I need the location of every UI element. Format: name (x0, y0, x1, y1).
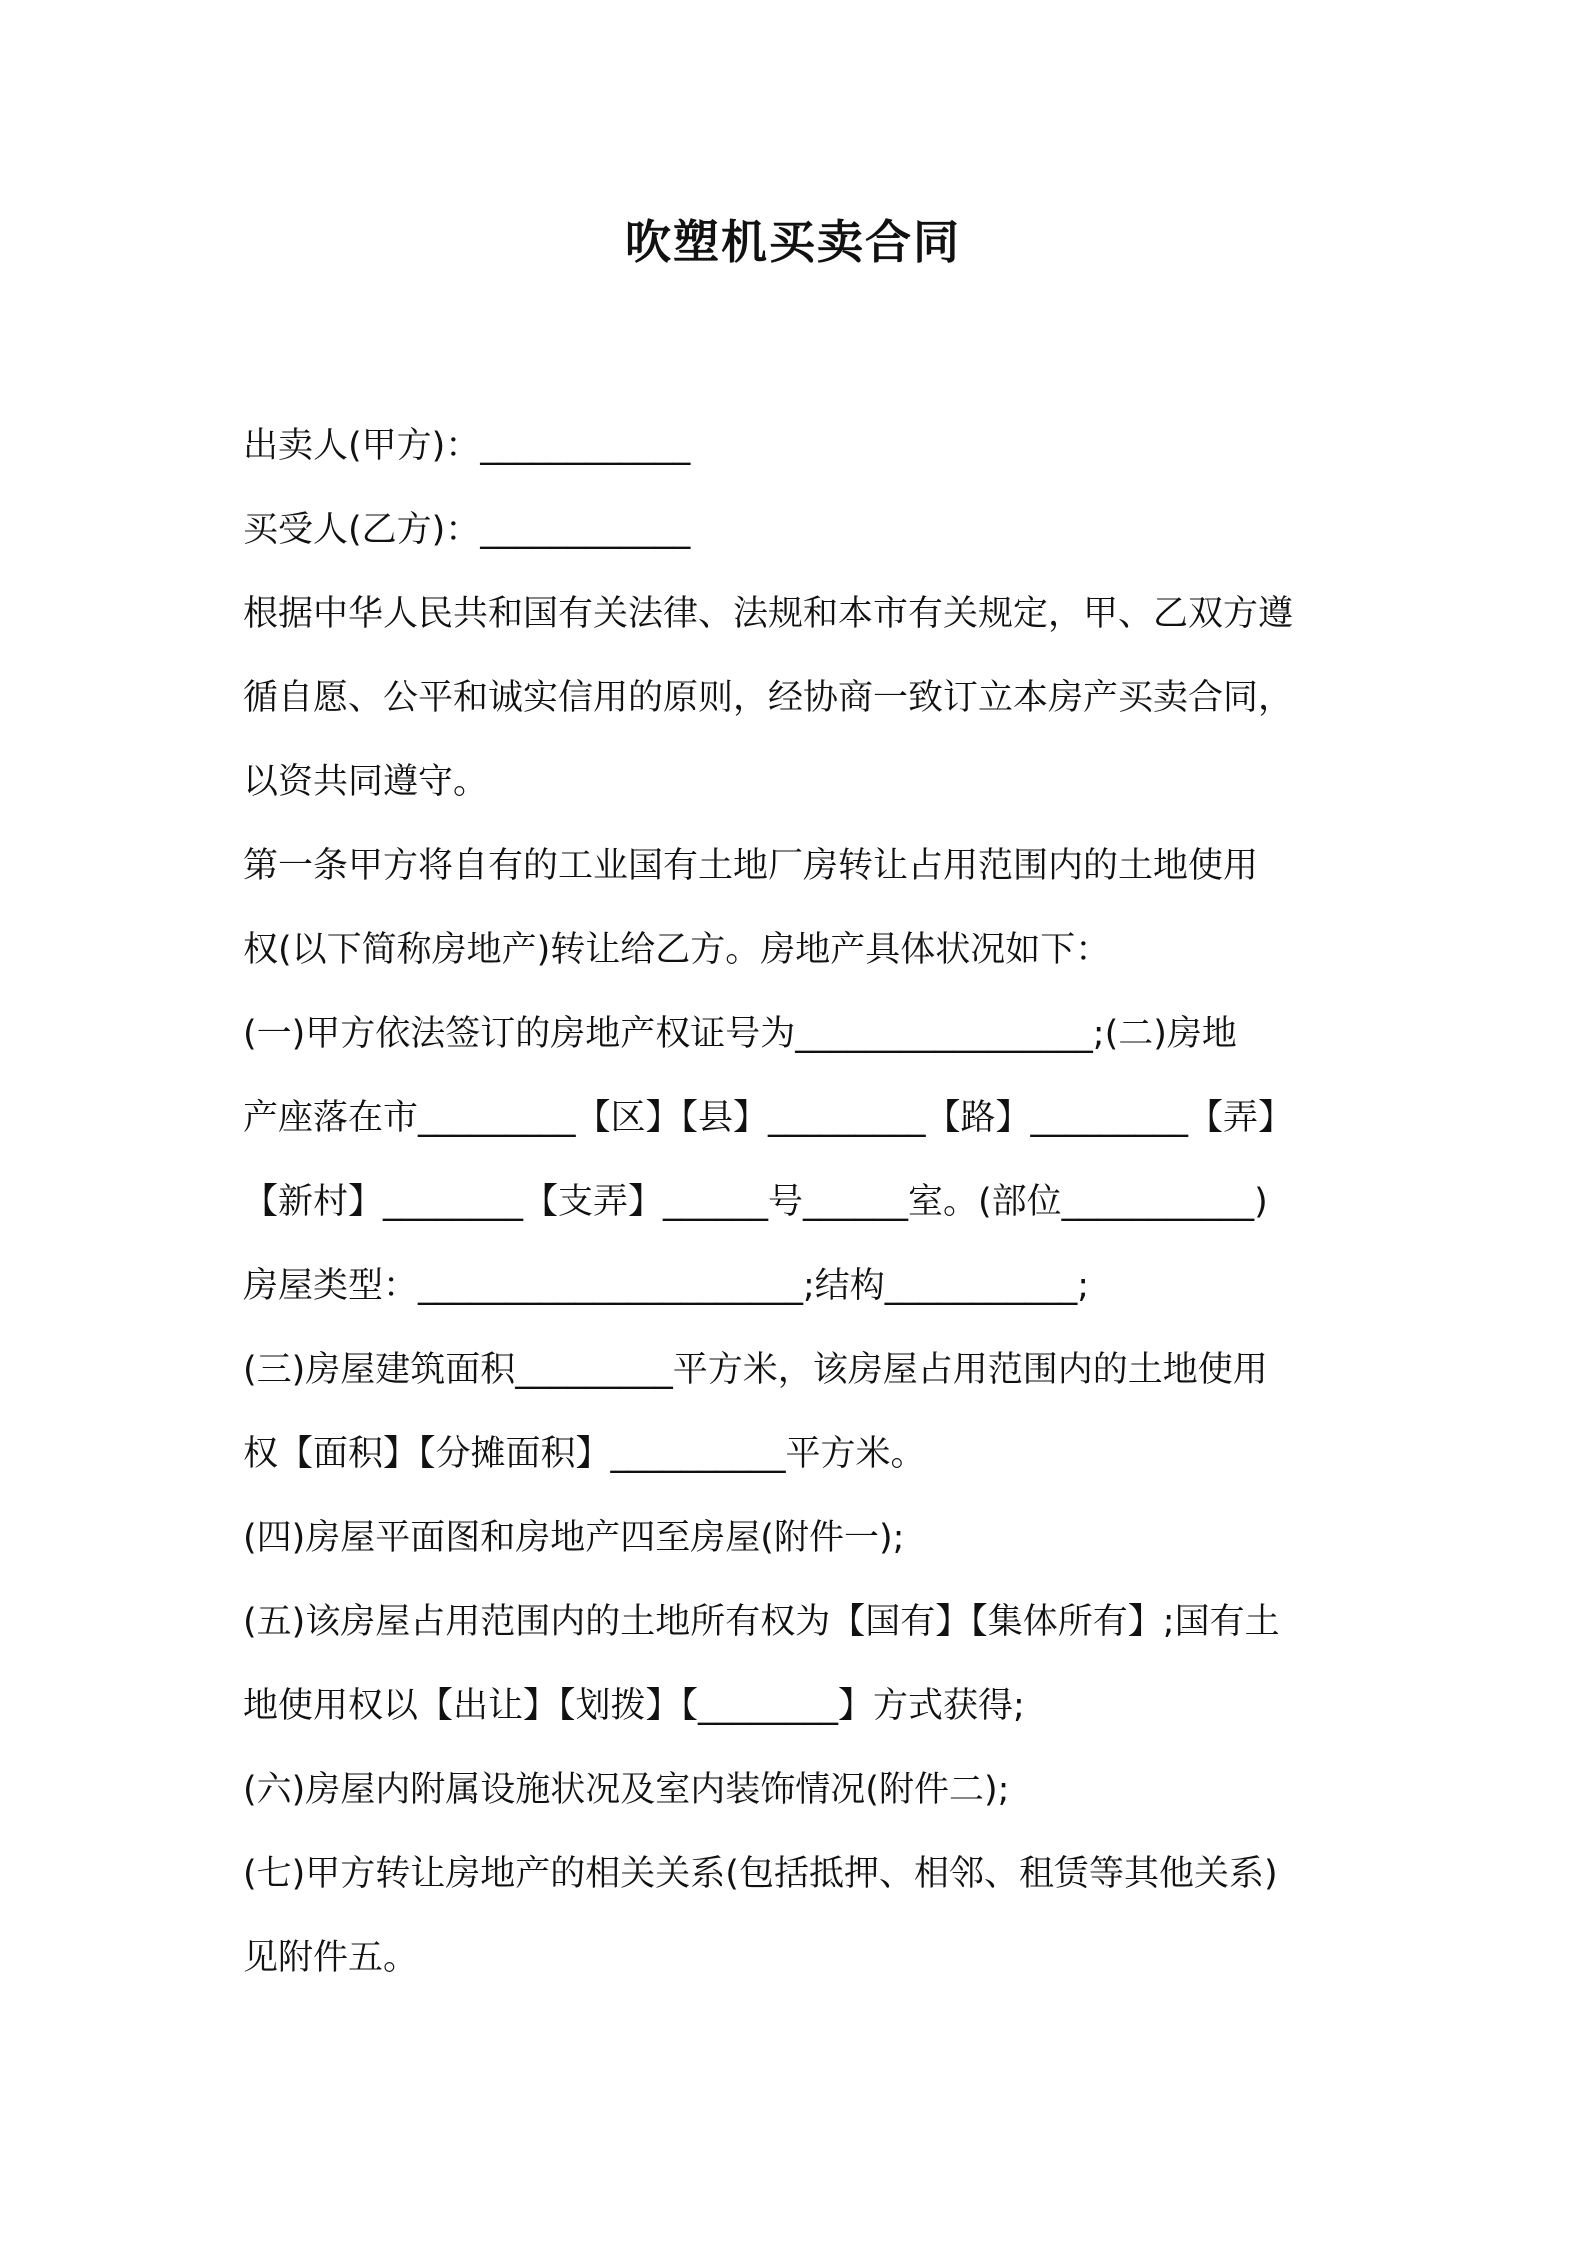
clause-line-11: (七)甲方转让房地产的相关关系(包括抵押、相邻、租赁等其他关系) (243, 1854, 1278, 1894)
article-one-line-1: 第一条甲方将自有的工业国有土地厂房转让占用范围内的土地使用 (243, 846, 1259, 886)
clause-line-7: (四)房屋平面图和房地产四至房屋(附件一); (243, 1518, 905, 1558)
document-body (243, 404, 1363, 2000)
clause-line-3: 【新村】________【支弄】______号______室。(部位___________) (243, 1182, 1268, 1222)
clause-line-8: (五)该房屋占用范围内的土地所有权为【国有】【集体所有】;国有土 (243, 1602, 1280, 1642)
article-one-line-2: 权(以下简称房地产)转让给乙方。房地产具体状况如下： (243, 930, 1111, 970)
clause-line-6: 权【面积】【分摊面积】__________平方米。 (243, 1434, 926, 1474)
preamble-line-2: 循自愿、公平和诚实信用的原则，经协商一致订立本房产买卖合同， (243, 678, 1294, 718)
clause-line-5: (三)房屋建筑面积_________平方米，该房屋占用范围内的土地使用 (243, 1350, 1268, 1390)
clause-line-9: 地使用权以【出让】【划拨】【________】方式获得; (243, 1686, 1025, 1726)
buyer-line: 买受人(乙方)：____________ (243, 510, 691, 550)
seller-line: 出卖人(甲方)：____________ (243, 426, 691, 466)
document-title: 吹塑机买卖合同 (625, 215, 961, 269)
preamble-line-1: 根据中华人民共和国有关法律、法规和本市有关规定，甲、乙双方遵 (243, 594, 1294, 634)
preamble-line-3: 以资共同遵守。 (243, 762, 489, 802)
clause-line-1: (一)甲方依法签订的房地产权证号为_________________;(二)房地 (243, 1014, 1237, 1054)
clause-line-12: 见附件五。 (243, 1938, 419, 1978)
clause-line-2: 产座落在市_________【区】【县】_________【路】_________【弄】 (243, 1098, 1294, 1138)
clause-line-10: (六)房屋内附属设施状况及室内装饰情况(附件二); (243, 1770, 1010, 1810)
clause-line-4: 房屋类型：______________________;结构___________; (243, 1266, 1090, 1306)
